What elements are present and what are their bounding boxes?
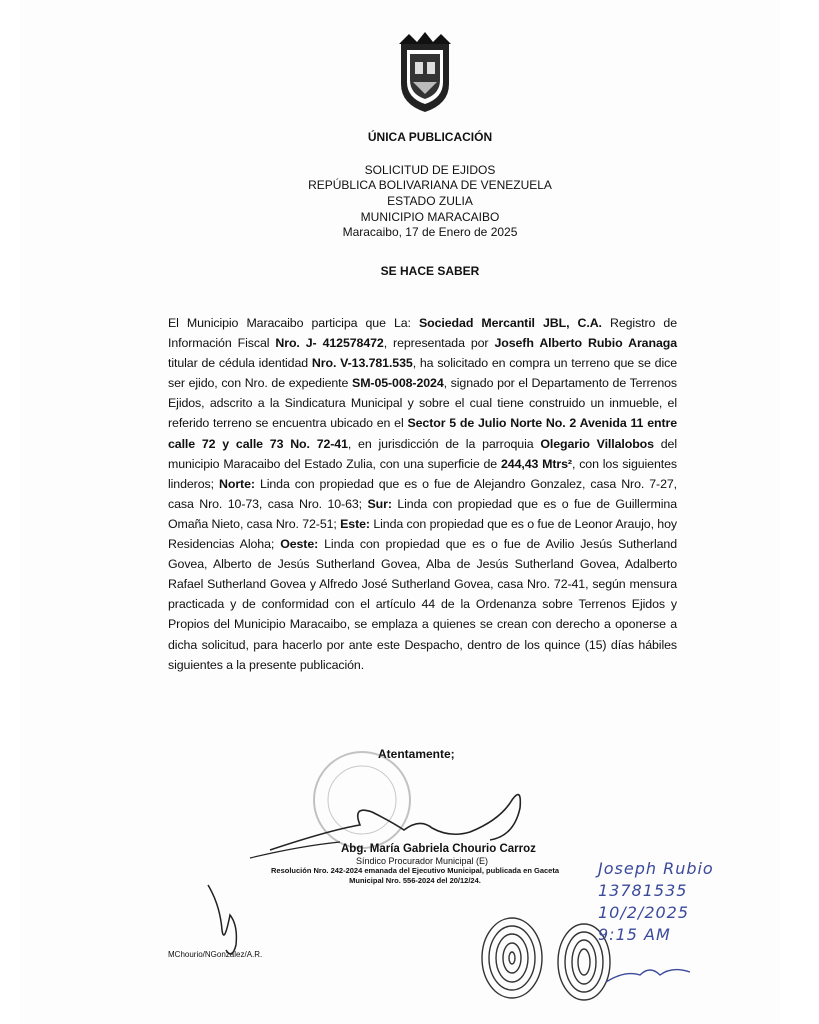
- representative-name: Josefh Alberto Rubio Aranaga: [494, 336, 677, 351]
- header-line-republic: REPÚBLICA BOLIVARIANA DE VENEZUELA: [308, 178, 552, 192]
- west-label: Oeste:: [280, 537, 319, 552]
- handwritten-id: 13781535: [598, 881, 688, 900]
- handwritten-receipt: [598, 858, 714, 946]
- publication-title: ÚNICA PUBLICACIÓN: [367, 130, 493, 144]
- header-line-state: ESTADO ZULIA: [387, 194, 473, 208]
- notice-subtitle: SE HACE SABER: [380, 264, 480, 278]
- ci-label: titular de cédula identidad: [168, 356, 312, 371]
- rep-label: , representada por: [383, 336, 495, 351]
- official-seal-icon: [314, 752, 410, 848]
- file-number: SM-05-008-2024: [352, 376, 444, 391]
- handwritten-name: Joseph Rubio: [598, 859, 714, 878]
- header-line-date: Maracaibo, 17 de Enero de 2025: [342, 225, 518, 239]
- request-text: , ha solicitado en compra un terreno que se dice ser ejido, con Nro. de expediente: [168, 356, 678, 391]
- intro-text: El Municipio Maracaibo participa que La:: [168, 316, 419, 330]
- company-name: Sociedad Mercantil JBL, C.A.: [419, 316, 602, 330]
- signatory-name: Abg. María Gabriela Chourio Carroz: [341, 843, 536, 855]
- fingerprint-left-icon: [482, 918, 542, 998]
- header-line-municipality: MUNICIPIO MARACAIBO: [360, 210, 500, 224]
- rif-number: Nro. J- 412578472: [275, 336, 384, 351]
- initials-signature-icon: [208, 885, 236, 954]
- handwritten-date: 10/2/2025: [598, 903, 690, 922]
- north-label: Norte:: [219, 476, 255, 491]
- handwritten-signature-icon: [606, 970, 690, 982]
- parish-name: Olegario Villalobos: [540, 436, 654, 451]
- closing-text: Atentamente;: [378, 747, 455, 761]
- east-label: Este:: [340, 516, 370, 531]
- signature-scribble-icon: [270, 795, 520, 850]
- header-line-request: SOLICITUD DE EJIDOS: [364, 163, 496, 177]
- linderos-text: , con los siguientes linderos;: [168, 456, 677, 491]
- parish-label: , en jurisdicción de la parroquia: [347, 436, 541, 451]
- handwritten-time: 9:15 AM: [598, 925, 671, 944]
- south-label: Sur:: [367, 496, 392, 511]
- east-text: Linda con propiedad que es o fue de Leonor Araujo, hoy Residencias Aloha;: [168, 516, 677, 552]
- signatory-role: Síndico Procurador Municipal (E): [356, 856, 489, 866]
- west-text: Linda con propiedad que es o fue de Avilio Jesús Sutherland Govea, Alberto de Jesús Sutherland Govea, Alba de Jesús Sutherland Govea, Adalberto Rafael Sutherland Govea y Alfredo José Sutherland Govea, casa Nro. 72-41, según mensura practicada y de conformidad con el artículo 44 de la Ordenanza sobre Terrenos Ejidos y Propios del Municipio Maracaibo, se emplaza a quienes se crean con derecho a oponerse a dicha solicitud, para hacerlo por ante este Despacho, dentro de los quince (15) días hábiles siguientes a la presente publicación.: [168, 537, 677, 672]
- north-text: Linda con propiedad que es o fue de Alejandro Gonzalez, casa Nro. 7-27, casa Nro. 10-73, casa Nro. 10-63;: [168, 476, 678, 511]
- property-area: 244,43 Mtrs²: [500, 456, 572, 471]
- resolution-reference: Resolución Nro. 242-2024 emanada del Ejecutivo Municipal, publicada en Gaceta Municipal Nro. 556-2024 del 20/12/24.: [270, 866, 559, 885]
- initials-reference: MChourio/NGonzalez/A.R.: [168, 950, 263, 959]
- south-text: Linda con propiedad que es o fue de Guillermina Omaña Nieto, casa Nro. 72-51;: [168, 496, 677, 531]
- area-label: del municipio Maracaibo del Estado Zulia, con una superficie de: [168, 436, 677, 471]
- property-address: Sector 5 de Julio Norte No. 2 Avenida 11 entre calle 72 y calle 73 No. 72-41: [168, 416, 677, 451]
- id-number: Nro. V-13.781.535: [311, 356, 413, 371]
- signed-text: , signado por el Departamento de Terrenos Ejidos, adscrito a la Sindicatura Municipal y sobre el cual tiene construido un inmueble, el referido terreno se encuentra ubicado en el: [168, 376, 677, 431]
- rif-label: Registro de Información Fiscal: [168, 316, 677, 351]
